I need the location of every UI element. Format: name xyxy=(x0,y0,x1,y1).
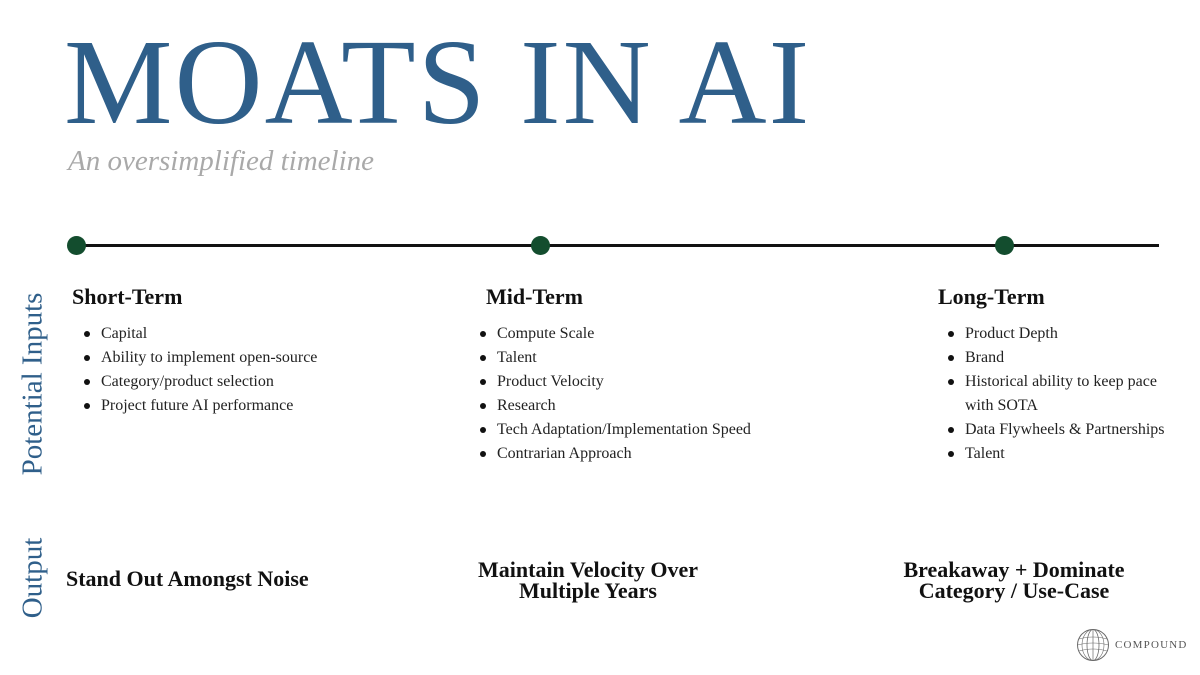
long-term-inputs-list xyxy=(937,322,1167,466)
list-item: Brand xyxy=(937,346,1167,370)
compound-logo xyxy=(1076,628,1188,662)
mid-term-heading: Mid-Term xyxy=(486,284,583,309)
list-item: Category/product selection xyxy=(73,370,403,394)
timeline-dot-short-term xyxy=(67,236,86,255)
list-item: Capital xyxy=(73,322,403,346)
timeline-dot-mid-term xyxy=(531,236,550,255)
timeline-dot-long-term xyxy=(995,236,1014,255)
list-item: Research xyxy=(469,394,769,418)
page-title: MOATS IN AI xyxy=(64,15,812,150)
list-item: Data Flywheels & Partnerships xyxy=(937,418,1167,442)
list-item: Talent xyxy=(469,346,769,370)
list-item: Contrarian Approach xyxy=(469,442,769,466)
list-item: Talent xyxy=(937,442,1167,466)
short-term-output: Stand Out Amongst Noise xyxy=(66,566,309,591)
mid-term-inputs-list xyxy=(469,322,769,466)
output-label: Output xyxy=(16,537,49,619)
list-item: Product Depth xyxy=(937,322,1167,346)
potential-inputs-label: Potential Inputs xyxy=(16,292,49,476)
list-item: Historical ability to keep pace with SOTA xyxy=(937,370,1167,418)
page-subtitle: An oversimplified timeline xyxy=(68,145,375,177)
short-term-heading: Short-Term xyxy=(72,284,183,309)
short-term-inputs-list xyxy=(73,322,403,418)
list-item: Project future AI performance xyxy=(73,394,403,418)
list-item: Tech Adaptation/Implementation Speed xyxy=(469,418,769,442)
long-term-heading: Long-Term xyxy=(938,284,1045,309)
list-item: Ability to implement open-source xyxy=(73,346,403,370)
list-item: Compute Scale xyxy=(469,322,769,346)
list-item: Product Velocity xyxy=(469,370,769,394)
mid-term-output: Maintain Velocity Over Multiple Years xyxy=(478,557,698,603)
long-term-output: Breakaway + Dominate Category / Use-Case xyxy=(903,557,1125,603)
globe-logo-icon xyxy=(1076,628,1110,662)
logo-wordmark: COMPOUND xyxy=(1115,639,1188,651)
